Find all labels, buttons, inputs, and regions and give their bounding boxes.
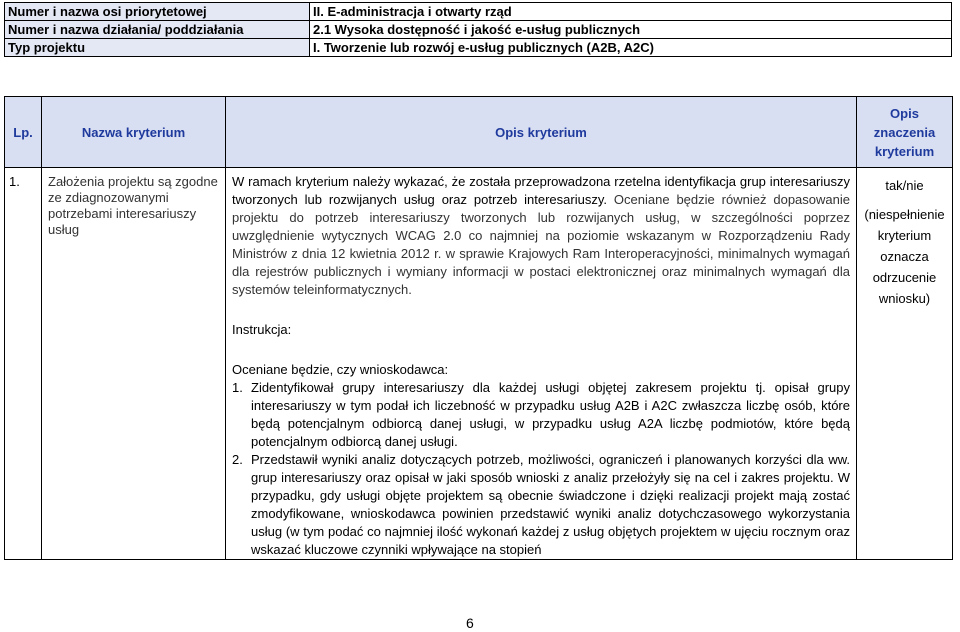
- measure-value: 2.1 Wysoka dostępność i jakość e-usług publicznych: [310, 21, 952, 39]
- project-type-label: Typ projektu: [5, 39, 310, 57]
- list-item: [232, 379, 850, 451]
- header-meaning-line-1: Opis: [890, 105, 919, 121]
- priority-axis-value: II. E-administracja i otwarty rząd: [310, 3, 952, 21]
- measure-label: Numer i nazwa działania/ poddziałania: [5, 21, 310, 39]
- header-meaning-line-2: znaczenia: [873, 124, 936, 140]
- header-criterion-description: Opis kryterium: [226, 97, 857, 168]
- header-criterion-meaning: [857, 97, 953, 168]
- list-item-text: Przedstawił wyniki analiz dotyczących potrzeb, możliwości, ograniczeń i planowanych korzyści dla ww. grup interesariuszy oraz opisał w jaki sposób wnioski z analiz przełożyły się na cel i zakres projektu. W przypadku, gdy usługi objęte projektem są obecnie świadczone i dzięki realizacji projekt mają zostać zmodyfikowane, wnioskodawca powinien przedstawić wyniki analiz dotychczasowego wykorzystania usług (w tym podać co najmniej ilość wykonań każdej z usług objętych projektem w ujęciu rocznym oraz wskazać kluczowe czynniki wpływające na stopień: [251, 452, 850, 557]
- criterion-row: [5, 168, 953, 560]
- page-number: 6: [466, 615, 474, 631]
- list-item: [232, 451, 850, 559]
- description-rest: Oceniane będzie również dopasowanie projektu do potrzeb interesariuszy tworzonych lub rozwijanych usług, w szczególności poprzez uwzględnienie wytycznych WCAG 2.0 co najmniej na poziomie wskazanym w Rozporządzeniu Rady Ministrów z dnia 12 kwietnia 2012 r. w sprawie Krajowych Ram Interoperacyjności, minimalnych wymagań dla rejestrów publicznych i wymiany informacji w postaci elektronicznej oraz minimalnych wymagań dla systemów teleinformatycznych.: [232, 192, 850, 297]
- header-criterion-name: Nazwa kryterium: [42, 97, 226, 168]
- criterion-name: Założenia projektu są zgodne ze zdiagnozowanymi potrzebami interesariuszy usług: [42, 168, 226, 560]
- meaning-line-2: kryterium: [877, 228, 932, 243]
- criteria-header-row: [5, 97, 953, 168]
- project-info-table: [4, 2, 952, 57]
- criteria-table: [4, 96, 953, 560]
- criterion-meaning: [857, 168, 953, 560]
- list-item-number: 1.: [232, 380, 243, 395]
- priority-axis-row: [5, 3, 952, 21]
- description-lead: W ramach kryterium należy wykazać, że została przeprowadzona rzetelna identyfikacja grup interesariuszy tworzonych lub rozwijanych usług oraz potrzeb interesariuszy.: [232, 174, 850, 207]
- meaning-line-4: odrzucenie: [872, 270, 937, 285]
- project-type-row: [5, 39, 952, 57]
- meaning-yes-no: tak/nie: [885, 178, 924, 193]
- header-lp: Lp.: [5, 97, 42, 168]
- meaning-line-5: wniosku): [878, 291, 931, 306]
- description-paragraph: [232, 173, 850, 299]
- header-meaning-line-3: kryterium: [874, 143, 935, 159]
- meaning-line-1: (niespełnienie: [864, 207, 945, 222]
- evaluation-list: [232, 379, 850, 559]
- instruction-label: Instrukcja:: [232, 322, 292, 337]
- meaning-line-3: oznacza: [880, 249, 929, 264]
- criterion-number: 1.: [5, 168, 42, 560]
- list-item-text: Zidentyfikował grupy interesariuszy dla każdej usługi objętej zakresem projektu tj. opisał grupy interesariuszy w tym podał ich liczebność w przypadku usług A2B i A2C zwłaszcza liczbę osób, które będą potencjalnym odbiorcą danej usługi, w przypadku usług A2A liczbę podmiotów, które będą potencjalnym odbiorcą danej usługi.: [251, 380, 850, 449]
- project-type-value: I. Tworzenie lub rozwój e-usług publicznych (A2B, A2C): [310, 39, 952, 57]
- evaluation-intro: Oceniane będzie, czy wnioskodawca:: [232, 362, 449, 377]
- criterion-description: [226, 168, 857, 560]
- measure-row: [5, 21, 952, 39]
- list-item-number: 2.: [232, 452, 243, 467]
- priority-axis-label: Numer i nazwa osi priorytetowej: [5, 3, 310, 21]
